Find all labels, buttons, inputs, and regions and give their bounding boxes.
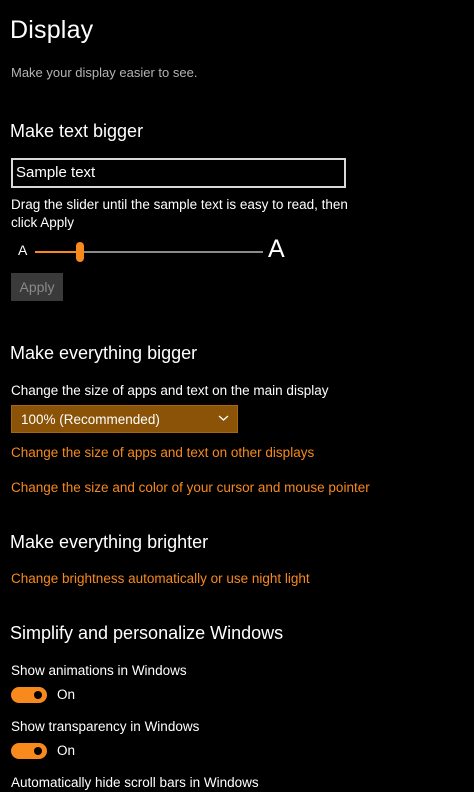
animations-toggle-state: On: [57, 687, 76, 702]
make-everything-bigger-heading: Make everything bigger: [10, 343, 198, 363]
page-subtitle: Make your display easier to see.: [11, 65, 198, 80]
transparency-label: Show transparency in Windows: [11, 719, 200, 734]
apply-button[interactable]: Apply: [11, 273, 63, 301]
slider-instructions-line2: click Apply: [11, 215, 75, 230]
text-size-slider-fill: [35, 251, 80, 253]
sample-text: Sample text: [16, 164, 96, 181]
transparency-toggle-state: On: [57, 743, 76, 758]
brightness-link[interactable]: Change brightness automatically or use night light: [11, 571, 310, 586]
other-displays-link[interactable]: Change the size of apps and text on other displays: [11, 445, 315, 460]
toggle-knob: [34, 691, 42, 699]
make-text-bigger-heading: Make text bigger: [10, 121, 144, 141]
slider-small-a-label: A: [18, 242, 28, 258]
scale-label: Change the size of apps and text on the main display: [11, 383, 329, 398]
scale-dropdown-value: 100% (Recommended): [21, 412, 160, 427]
animations-label: Show animations in Windows: [11, 663, 187, 678]
scrollbars-label: Automatically hide scroll bars in Windows: [11, 775, 259, 790]
transparency-toggle[interactable]: [11, 743, 47, 759]
cursor-settings-link[interactable]: Change the size and color of your cursor and mouse pointer: [11, 480, 370, 495]
page-title: Display: [10, 16, 94, 44]
make-everything-brighter-heading: Make everything brighter: [10, 532, 209, 552]
toggle-knob: [34, 747, 42, 755]
chevron-down-icon: [218, 414, 229, 422]
slider-instructions-line1: Drag the slider until the sample text is easy to read, then: [11, 197, 348, 212]
simplify-windows-heading: Simplify and personalize Windows: [10, 623, 284, 643]
slider-large-a-label: A: [268, 235, 285, 263]
text-size-slider-thumb[interactable]: [76, 242, 84, 262]
animations-toggle[interactable]: [11, 687, 47, 703]
sample-text-box: [11, 158, 346, 188]
scale-dropdown[interactable]: [11, 405, 238, 433]
